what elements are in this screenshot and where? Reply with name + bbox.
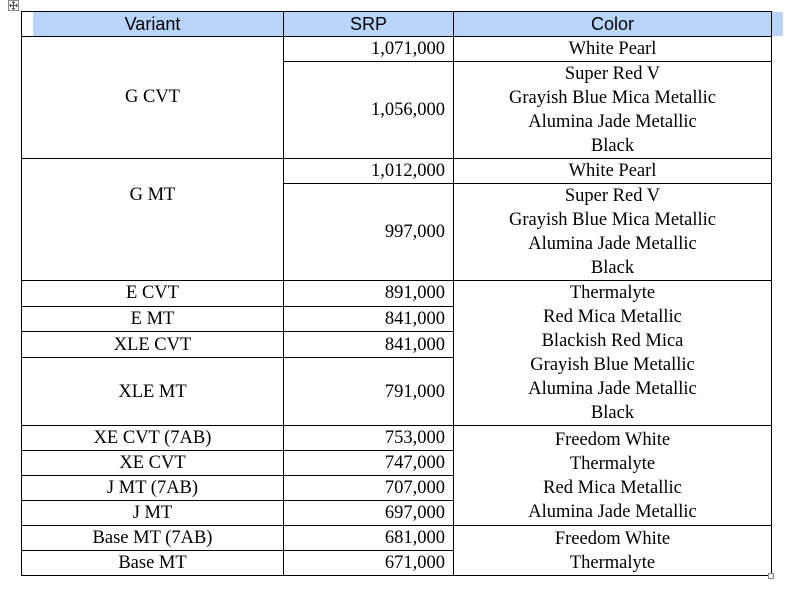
variant-cell[interactable]: Base MT (7AB) [22, 526, 284, 551]
header-row [22, 12, 772, 37]
color-item: Freedom White [554, 429, 671, 450]
color-cell[interactable] [454, 426, 772, 526]
variant-cell[interactable]: XLE CVT [22, 332, 284, 358]
color-item: Super Red V [564, 186, 661, 206]
table-row [22, 159, 772, 184]
srp-cell[interactable]: 671,000 [284, 551, 454, 576]
color-item: Alumina Jade Metallic [528, 379, 697, 399]
header-srp[interactable]: SRP [284, 12, 454, 37]
color-item: Alumina Jade Metallic [528, 112, 697, 132]
srp-cell[interactable]: 841,000 [284, 306, 454, 332]
variant-cell[interactable]: Base MT [22, 551, 284, 576]
variant-cell[interactable]: E CVT [22, 281, 284, 307]
color-item: Black [590, 403, 635, 423]
variant-cell[interactable]: XLE MT [22, 358, 284, 426]
color-item: White Pearl [568, 39, 657, 59]
table-resize-icon[interactable] [768, 573, 774, 579]
color-cell[interactable] [454, 37, 772, 62]
table-row [22, 426, 772, 451]
table-move-icon[interactable] [8, 0, 19, 11]
srp-cell[interactable]: 791,000 [284, 358, 454, 426]
table-row [22, 281, 772, 307]
color-item: Black [590, 258, 635, 278]
table-row [22, 37, 772, 62]
header-color[interactable]: Color [454, 12, 772, 37]
srp-cell[interactable]: 707,000 [284, 476, 454, 501]
color-item: Black [590, 136, 635, 156]
color-item: Alumina Jade Metallic [528, 501, 697, 522]
color-item: Red Mica Metallic [543, 477, 682, 498]
srp-cell[interactable]: 841,000 [284, 332, 454, 358]
srp-cell[interactable]: 1,056,000 [284, 62, 454, 159]
color-item: Alumina Jade Metallic [528, 234, 697, 254]
color-item: Thermalyte [569, 552, 656, 573]
srp-cell[interactable]: 1,012,000 [284, 159, 454, 184]
variant-cell[interactable]: G CVT [22, 37, 284, 159]
variant-cell[interactable]: G MT [22, 159, 284, 281]
color-item: Thermalyte [569, 453, 656, 474]
color-cell[interactable] [454, 526, 772, 576]
variant-cell[interactable]: J MT (7AB) [22, 476, 284, 501]
srp-cell[interactable]: 681,000 [284, 526, 454, 551]
color-item: Grayish Blue Metallic [530, 355, 695, 375]
color-item: Red Mica Metallic [543, 307, 682, 327]
table-row [22, 526, 772, 551]
color-item: Freedom White [554, 528, 671, 549]
variant-cell[interactable]: J MT [22, 501, 284, 526]
variant-cell[interactable]: E MT [22, 306, 284, 332]
color-item: White Pearl [568, 161, 657, 181]
srp-cell[interactable]: 1,071,000 [284, 37, 454, 62]
srp-cell[interactable]: 997,000 [284, 184, 454, 281]
color-item: Super Red V [564, 64, 661, 84]
variant-cell[interactable]: XE CVT [22, 451, 284, 476]
variant-cell[interactable]: XE CVT (7AB) [22, 426, 284, 451]
color-item: Blackish Red Mica [541, 331, 684, 351]
color-cell[interactable] [454, 281, 772, 426]
color-item: Thermalyte [569, 283, 656, 303]
price-table [21, 11, 772, 576]
srp-cell[interactable]: 747,000 [284, 451, 454, 476]
color-item: Grayish Blue Mica Metallic [508, 88, 717, 108]
color-cell[interactable] [454, 159, 772, 184]
color-cell[interactable] [454, 62, 772, 159]
srp-cell[interactable]: 891,000 [284, 281, 454, 307]
header-variant[interactable]: Variant [22, 12, 284, 37]
srp-cell[interactable]: 753,000 [284, 426, 454, 451]
color-item: Grayish Blue Mica Metallic [508, 210, 717, 230]
srp-cell[interactable]: 697,000 [284, 501, 454, 526]
color-cell[interactable] [454, 184, 772, 281]
